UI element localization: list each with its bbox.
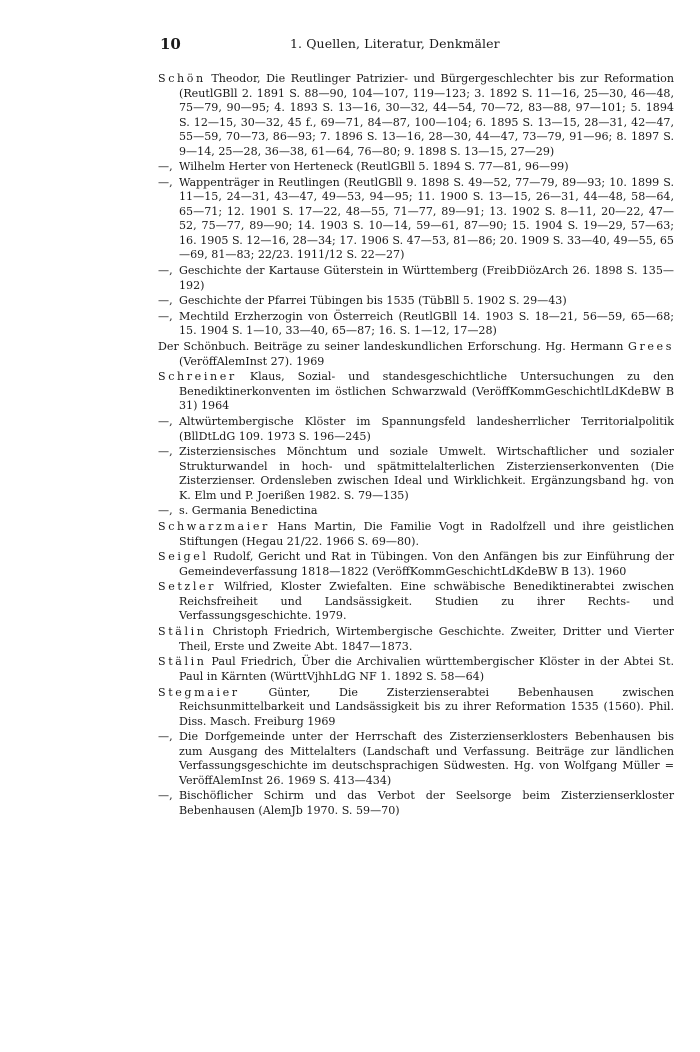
ditto-dash: —, [158,160,173,174]
entry-text: Die Dorfgemeinde unter der Herrschaft des Zisterzienserklosters Bebenhausen bis zum Ausgang des Mittelalters (Landschaft und Verfassung. Beiträge zur ländlichen Verfassungsgeschichte im deutschsprachigen Südwesten. Hg. von Wolfgang Müller = VeröffAlemInst 26. 1969 S. 413—434) [179,730,674,787]
ditto-dash: —, [158,264,173,278]
entry-author: Setzler [158,580,217,594]
ditto-dash: —, [158,415,173,428]
bibliography-entry [158,580,674,624]
ditto-dash: —, [158,504,173,518]
ditto-dash: —, [158,294,173,308]
entry-text: Theodor, Die Reutlinger Patrizier- und Bürgergeschlechter bis zur Reformation (ReutlGBll 2. 1891 S. 88—90, 104—107, 119—123; 3. 1892 S. 11—16, 25—30, 46—48, 75—79, 90—95; 4. 1893 S. 13—16, 30—32, 44—54, 70—72, 83—88, 97—101; 5. 1894 S. 12—15, 30—32, 45 f., 69—71, 84—87, 100—104; 6. 1895 S. 13—15, 28—31, 42—47, 55—59, 70—73, 86—93; 7. 1896 S. 13—16, 28—30, 44—47, 73—79, 91—96; 8. 1897 S. 9—14, 25—28, 36—38, 61—64, 76—80; 9. 1898 S. 13—15, 27—29) [179,72,674,158]
ditto-dash: —, [158,730,173,744]
ditto-dash: —, [158,309,173,323]
ditto-dash: —, [158,789,173,803]
entry-author: Schwarzmaier [158,520,270,534]
ditto-dash: —, [158,445,173,459]
entry-text: Rudolf, Gericht und Rat in Tübingen. Von den Anfängen bis zur Einführung der Gemeindeverfassung 1818—1822 (VeröffKommGeschichtLdKdeBW B 13). 1960 [179,550,674,578]
entry-author: Stälin [158,655,207,669]
bibliography-entry [158,625,674,654]
entry-text: Paul Friedrich, Über die Archivalien württembergischer Klöster in der Abtei St. Paul in Kärnten (WürttVjhhLdG NF 1. 1892 S. 58—64) [179,655,674,683]
entry-text: Bischöflicher Schirm und das Verbot der Seelsorge beim Zisterzienserkloster Bebenhausen (AlemJb 1970. S. 59—70) [179,789,674,817]
entry-text: Hans Martin, Die Familie Vogt in Radolfzell und ihre geistlichen Stiftungen (Hegau 21/22. 1966 S. 69—80). [179,520,674,548]
page-number: 10 [160,35,181,53]
bibliography-list [158,72,674,820]
entry-text: Altwürtembergische Klöster im Spannungsfeld landesherrlicher Territorialpolitik (BllDtLdG 109. 1973 S. 196—245) [179,415,674,443]
entry-text-tail: (VeröffAlemInst 27). 1969 [179,354,325,368]
bibliography-entry [158,176,674,263]
entry-author: Stegmaier [158,685,240,699]
entry-author: Seigel [158,550,209,564]
bibliography-entry [158,264,674,293]
bibliography-entry [158,294,674,309]
bibliography-entry [158,340,674,369]
bibliography-entry [158,550,674,579]
entry-text: Wappenträger in Reutlingen (ReutlGBll 9. 1898 S. 49—52, 77—79, 89—93; 10. 1899 S. 11—15, 24—31, 43—47, 49—53, 94—95; 11. 1900 S. 13—15, 26—31, 44—48, 58—64, 65—71; 12. 1901 S. 17—22, 48—55, 71—77, 89—91; 13. 1902 S. 8—11, 20—22, 47—52, 75—77, 89—90; 14. 1903 S. 10—14, 59—61, 87—90; 15. 1904 S. 19—29, 57—63; 16. 1905 S. 12—16, 28—34; 17. 1906 S. 47—53, 81—86; 20. 1909 S. 33—40, 49—55, 65—69, 81—83; 22/23. 1911/12 S. 22—27) [179,175,674,262]
bibliography-entry [158,504,674,519]
bibliography-entry [158,655,674,684]
bibliography-entry [158,310,674,339]
entry-text: Geschichte der Kartause Güterstein in Württemberg (FreibDiözArch 26. 1898 S. 135—192) [179,264,674,292]
bibliography-entry [158,445,674,503]
entry-text: Christoph Friedrich, Wirtembergische Geschichte. Zweiter, Dritter und Vierter Theil, Erste und Zweite Abt. 1847—1873. [179,625,674,653]
entry-text: Klaus, Sozial- und standesgeschichtliche Untersuchungen zu den Benediktinerkonventen im östlichen Schwarzwald (VeröffKommGeschichtlLdKdeBW B 31) 1964 [179,370,674,413]
running-head: 1. Quellen, Literatur, Denkmäler [290,36,500,51]
entry-author: Schreiner [158,370,237,384]
entry-text: s. Germania Benedictina [179,504,318,518]
bibliography-entry [158,520,674,549]
bibliography-entry [158,730,674,788]
bibliography-entry [158,72,674,159]
entry-text: Wilfried, Kloster Zwiefalten. Eine schwäbische Benediktinerabtei zwischen Reichsfreiheit und Landsässigkeit. Studien zu ihrer Rechts- und Verfassungsgeschichte. 1979. [179,580,674,623]
entry-text: Geschichte der Pfarrei Tübingen bis 1535 (TübBll 5. 1902 S. 29—43) [179,294,567,308]
bibliography-entry [158,370,674,414]
entry-text: Günter, Die Zisterzienserabtei Bebenhausen zwischen Reichsunmittelbarkeit und Landsässigkeit bis zu ihrer Reformation 1535 (1560). Phil. Diss. Masch. Freiburg 1969 [179,685,674,728]
entry-editor: Grees [628,340,674,354]
bibliography-entry [158,686,674,730]
entry-text: Mechtild Erzherzogin von Österreich (ReutlGBll 14. 1903 S. 18—21, 56—59, 65—68; 15. 1904 S. 1—10, 33—40, 65—87; 16. S. 1—12, 17—28) [179,309,674,338]
ditto-dash: —, [158,175,173,189]
entry-text: Der Schönbuch. Beiträge zu seiner landeskundlichen Erforschung. Hg. Hermann [158,340,628,354]
bibliography-entry [158,789,674,818]
entry-text: Zisterziensisches Mönchtum und soziale Umwelt. Wirtschaftlicher und sozialer Strukturwandel in hoch- und spätmittelalterlichen Zisterzienserkonventen (Die Zisterzienser. Ordensleben zwischen Ideal und Wirklichkeit. Ergänzungsband hg. von K. Elm und P. Joerißen 1982. S. 79—135) [179,445,674,502]
entry-text: Wilhelm Herter von Herteneck (ReutlGBll 5. 1894 S. 77—81, 96—99) [179,160,569,174]
entry-author: Schön [158,72,206,85]
entry-author: Stälin [158,625,207,639]
bibliography-entry [158,160,674,175]
bibliography-entry [158,415,674,444]
